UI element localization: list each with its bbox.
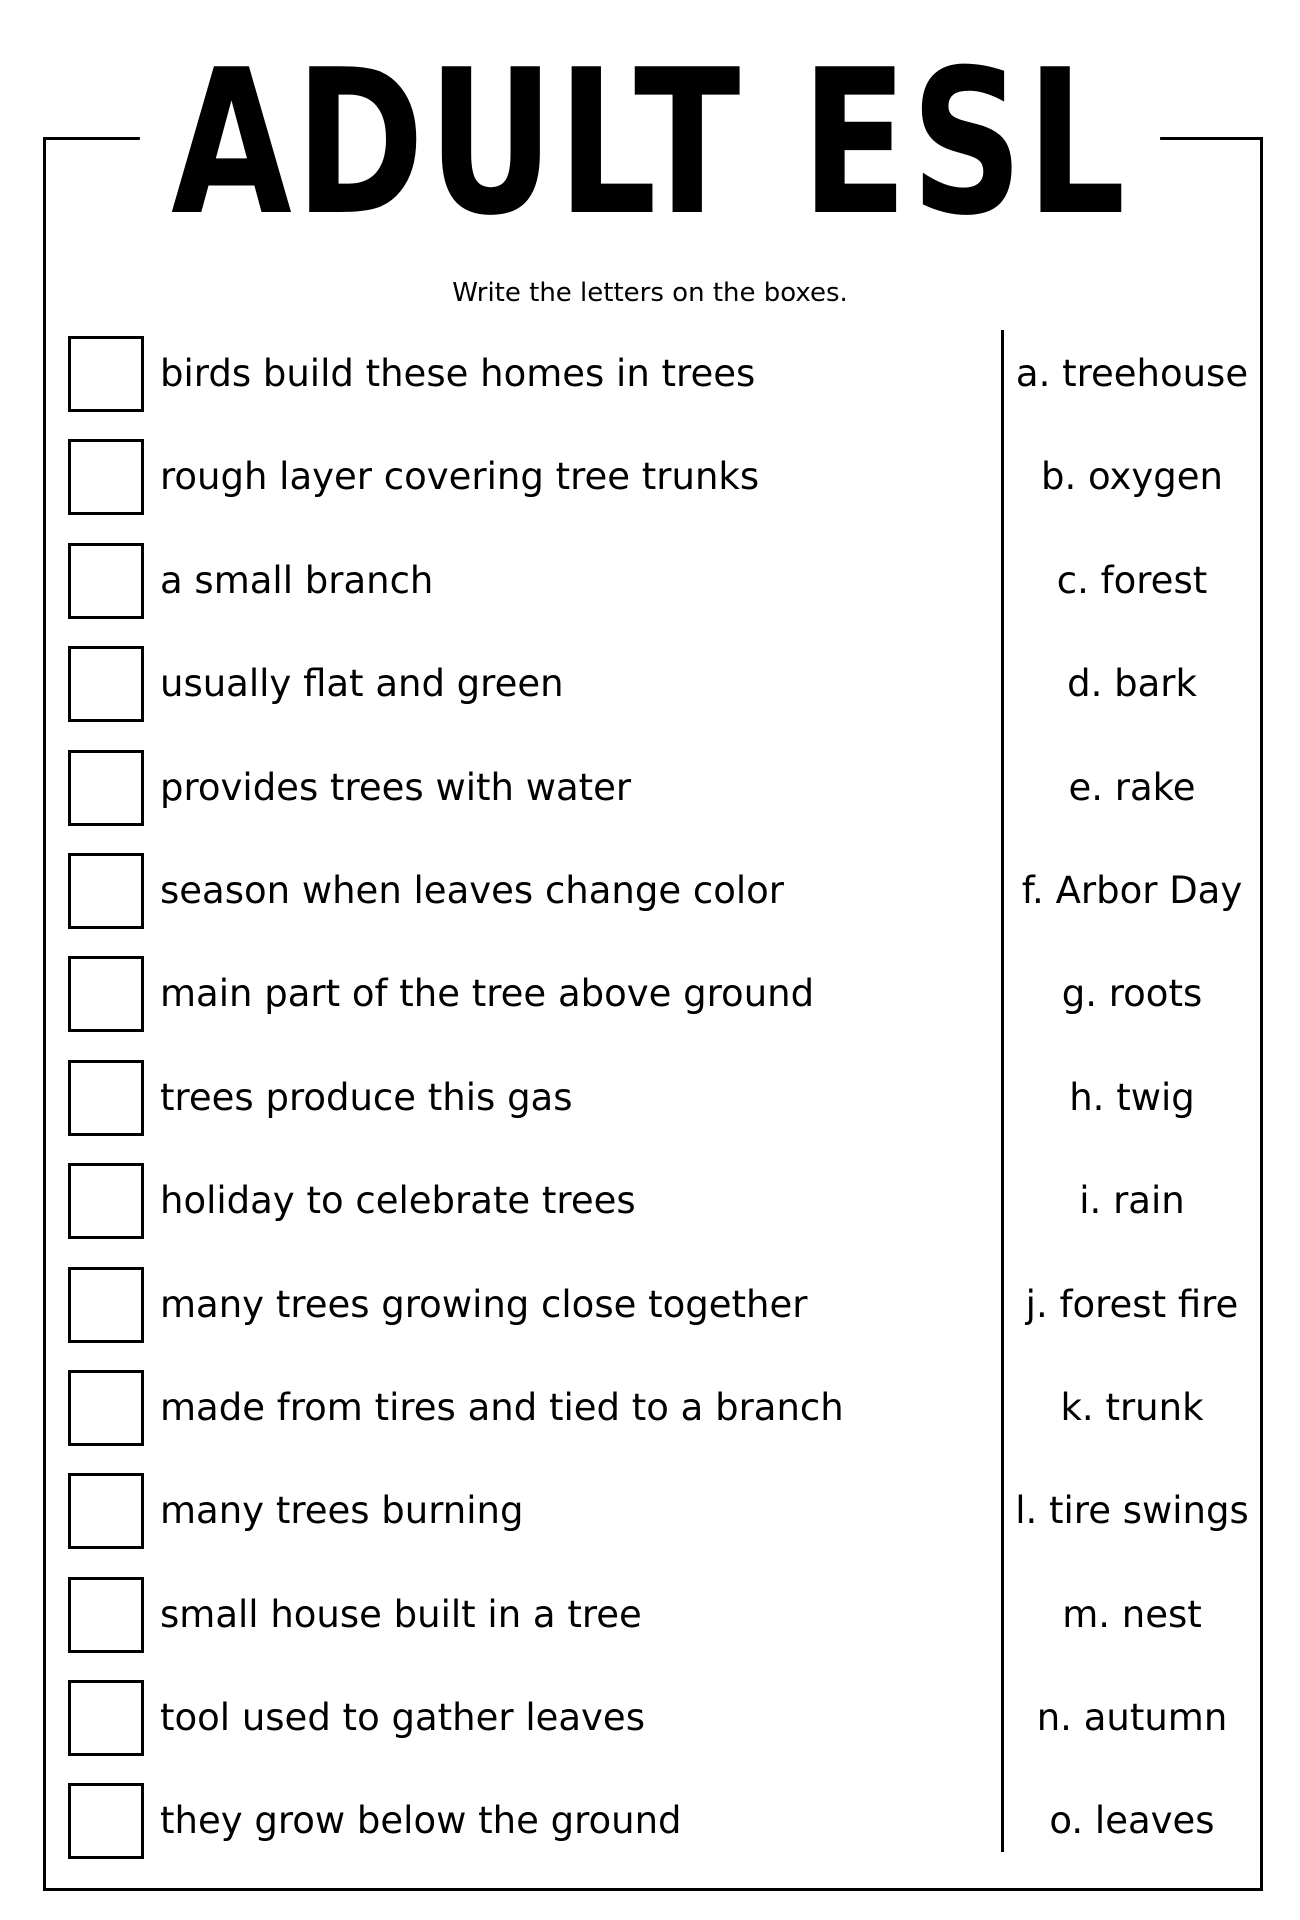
- answer-option: d. bark: [1067, 662, 1197, 706]
- clue-text: tool used to gather leaves: [160, 1696, 645, 1740]
- answer-box[interactable]: [68, 1577, 144, 1653]
- answer-box[interactable]: [68, 1060, 144, 1136]
- clue-text: they grow below the ground: [160, 1799, 682, 1843]
- clue-text: holiday to celebrate trees: [160, 1179, 636, 1223]
- question-row: [0, 435, 1300, 538]
- question-list: [0, 332, 1300, 1883]
- question-row: [0, 1263, 1300, 1366]
- clue-text: made from tires and tied to a branch: [160, 1385, 844, 1429]
- answer-option: o. leaves: [1049, 1799, 1215, 1843]
- answer-box[interactable]: [68, 956, 144, 1032]
- answer-option: f. Arbor Day: [1021, 868, 1243, 912]
- answer-box[interactable]: [68, 336, 144, 412]
- answer-box[interactable]: [68, 543, 144, 619]
- question-row: [0, 332, 1300, 435]
- answer-box[interactable]: [68, 1267, 144, 1343]
- answer-box[interactable]: [68, 1163, 144, 1239]
- clue-text: usually flat and green: [160, 662, 564, 706]
- answer-option: m. nest: [1062, 1592, 1202, 1636]
- answer-box[interactable]: [68, 1680, 144, 1756]
- clue-text: many trees burning: [160, 1489, 524, 1533]
- answer-option: h. twig: [1069, 1075, 1195, 1119]
- clue-text: provides trees with water: [160, 765, 632, 809]
- question-row: [0, 849, 1300, 952]
- answer-box[interactable]: [68, 1370, 144, 1446]
- answer-option: b. oxygen: [1040, 455, 1223, 499]
- answer-box[interactable]: [68, 646, 144, 722]
- answer-box[interactable]: [68, 1473, 144, 1549]
- answer-option: a. treehouse: [1015, 352, 1249, 395]
- clue-text: a small branch: [160, 558, 434, 602]
- answer-option: i. rain: [1079, 1179, 1185, 1223]
- answer-option: l. tire swings: [1015, 1489, 1249, 1533]
- answer-box[interactable]: [68, 853, 144, 929]
- question-row: [0, 952, 1300, 1055]
- page-title: ADULT ESL: [140, 44, 1160, 244]
- answer-box[interactable]: [68, 750, 144, 826]
- answer-option: g. roots: [1061, 972, 1203, 1016]
- question-row: [0, 1056, 1300, 1159]
- answer-box[interactable]: [68, 1783, 144, 1859]
- question-row: [0, 746, 1300, 849]
- question-row: [0, 642, 1300, 745]
- title-area: [0, 0, 1300, 260]
- clue-text: rough layer covering tree trunks: [160, 455, 760, 499]
- clue-text: trees produce this gas: [160, 1075, 573, 1119]
- clue-text: birds build these homes in trees: [160, 352, 756, 395]
- answer-option: n. autumn: [1036, 1696, 1228, 1740]
- question-row: [0, 1676, 1300, 1779]
- answer-option: k. trunk: [1060, 1385, 1204, 1429]
- answer-option: c. forest: [1056, 558, 1208, 602]
- answer-option: j. forest fire: [1025, 1282, 1239, 1326]
- clue-text: main part of the tree above ground: [160, 972, 815, 1016]
- clue-text: many trees growing close together: [160, 1282, 808, 1326]
- question-row: [0, 1366, 1300, 1469]
- question-row: [0, 1159, 1300, 1262]
- clue-text: season when leaves change color: [160, 868, 784, 912]
- clue-text: small house built in a tree: [160, 1592, 642, 1636]
- question-row: [0, 1573, 1300, 1676]
- question-row: [0, 1779, 1300, 1882]
- answer-option: e. rake: [1068, 765, 1196, 809]
- question-row: [0, 539, 1300, 642]
- answer-box[interactable]: [68, 439, 144, 515]
- instructions: Write the letters on the boxes.: [452, 278, 848, 308]
- question-row: [0, 1469, 1300, 1572]
